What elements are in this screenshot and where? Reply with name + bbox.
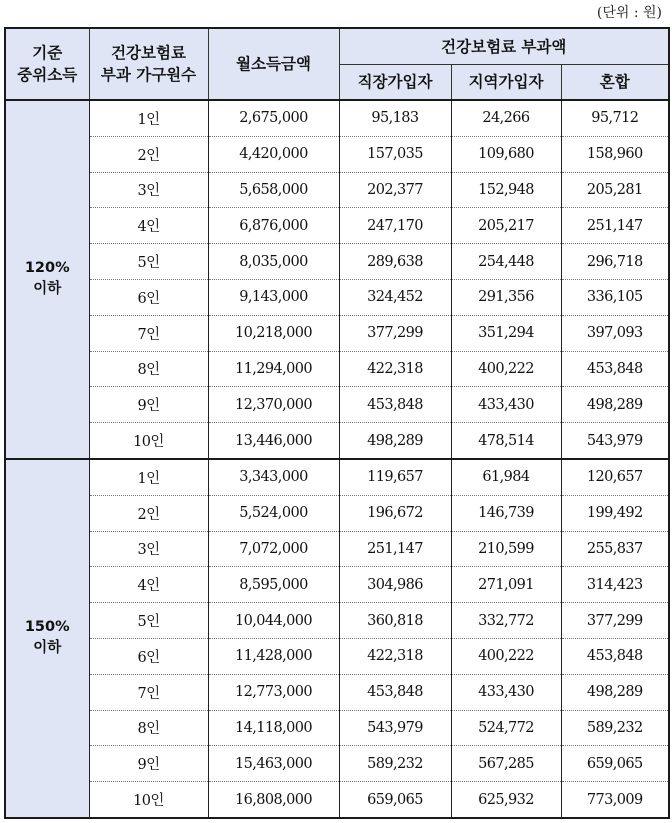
cell-employee-premium: 247,170 xyxy=(339,208,451,244)
table-row xyxy=(5,315,669,351)
cell-employee-premium: 453,848 xyxy=(339,674,451,710)
header-median-income-line2: 중위소득 xyxy=(17,66,78,84)
cell-mixed-premium: 199,492 xyxy=(561,495,669,531)
cell-regional-premium: 433,430 xyxy=(451,674,561,710)
cell-employee-premium: 453,848 xyxy=(339,387,451,423)
table-row xyxy=(5,136,669,172)
cell-monthly-income: 3,343,000 xyxy=(208,459,339,495)
cell-monthly-income: 5,658,000 xyxy=(208,172,339,208)
table-row xyxy=(5,710,669,746)
cell-regional-premium: 567,285 xyxy=(451,746,561,782)
cell-mixed-premium: 255,837 xyxy=(561,531,669,567)
cell-mixed-premium: 95,712 xyxy=(561,100,669,136)
table-row xyxy=(5,172,669,208)
cell-monthly-income: 10,218,000 xyxy=(208,315,339,351)
cell-regional-premium: 24,266 xyxy=(451,100,561,136)
cell-employee-premium: 289,638 xyxy=(339,244,451,280)
cell-monthly-income: 15,463,000 xyxy=(208,746,339,782)
cell-monthly-income: 4,420,000 xyxy=(208,136,339,172)
cell-regional-premium: 205,217 xyxy=(451,208,561,244)
cell-household-size: 7인 xyxy=(89,674,208,710)
cell-monthly-income: 12,370,000 xyxy=(208,387,339,423)
cell-household-size: 3인 xyxy=(89,172,208,208)
cell-mixed-premium: 296,718 xyxy=(561,244,669,280)
cell-monthly-income: 13,446,000 xyxy=(208,423,339,459)
header-premium-group: 건강보험료 부과액 xyxy=(339,28,669,65)
table-row xyxy=(5,603,669,639)
health-insurance-premium-table xyxy=(4,27,670,819)
cell-employee-premium: 377,299 xyxy=(339,315,451,351)
cell-mixed-premium: 336,105 xyxy=(561,279,669,315)
cell-household-size: 4인 xyxy=(89,567,208,603)
cell-regional-premium: 146,739 xyxy=(451,495,561,531)
cell-household-size: 7인 xyxy=(89,315,208,351)
table-row xyxy=(5,208,669,244)
cell-regional-premium: 400,222 xyxy=(451,351,561,387)
cell-employee-premium: 589,232 xyxy=(339,746,451,782)
cell-mixed-premium: 158,960 xyxy=(561,136,669,172)
cell-regional-premium: 152,948 xyxy=(451,172,561,208)
cell-regional-premium: 524,772 xyxy=(451,710,561,746)
table-row xyxy=(5,782,669,818)
cell-mixed-premium: 377,299 xyxy=(561,603,669,639)
cell-mixed-premium: 773,009 xyxy=(561,782,669,818)
cell-mixed-premium: 498,289 xyxy=(561,387,669,423)
cell-household-size: 10인 xyxy=(89,423,208,459)
table-row xyxy=(5,495,669,531)
cell-monthly-income: 11,428,000 xyxy=(208,638,339,674)
cell-regional-premium: 332,772 xyxy=(451,603,561,639)
cell-household-size: 8인 xyxy=(89,710,208,746)
header-household-line1: 건강보험료 xyxy=(111,44,186,62)
cell-regional-premium: 291,356 xyxy=(451,279,561,315)
cell-employee-premium: 157,035 xyxy=(339,136,451,172)
cell-median-income-group xyxy=(5,459,89,818)
cell-mixed-premium: 205,281 xyxy=(561,172,669,208)
cell-employee-premium: 422,318 xyxy=(339,351,451,387)
cell-employee-premium: 543,979 xyxy=(339,710,451,746)
cell-employee-premium: 360,818 xyxy=(339,603,451,639)
cell-household-size: 8인 xyxy=(89,351,208,387)
cell-household-size: 9인 xyxy=(89,746,208,782)
cell-mixed-premium: 543,979 xyxy=(561,423,669,459)
cell-employee-premium: 119,657 xyxy=(339,459,451,495)
header-median-income xyxy=(5,28,89,100)
group-label-percent: 150% xyxy=(24,619,70,636)
cell-monthly-income: 2,675,000 xyxy=(208,100,339,136)
group-label-percent: 120% xyxy=(24,260,70,277)
header-median-income-line1: 기준 xyxy=(32,44,63,62)
cell-monthly-income: 5,524,000 xyxy=(208,495,339,531)
cell-mixed-premium: 314,423 xyxy=(561,567,669,603)
cell-household-size: 4인 xyxy=(89,208,208,244)
table-row xyxy=(5,100,669,136)
cell-household-size: 1인 xyxy=(89,100,208,136)
cell-monthly-income: 7,072,000 xyxy=(208,531,339,567)
cell-monthly-income: 6,876,000 xyxy=(208,208,339,244)
cell-mixed-premium: 589,232 xyxy=(561,710,669,746)
cell-monthly-income: 11,294,000 xyxy=(208,351,339,387)
table-row xyxy=(5,279,669,315)
cell-monthly-income: 8,595,000 xyxy=(208,567,339,603)
table-row xyxy=(5,459,669,495)
header-monthly-income: 월소득금액 xyxy=(208,28,339,100)
table-row xyxy=(5,423,669,459)
cell-regional-premium: 109,680 xyxy=(451,136,561,172)
cell-household-size: 2인 xyxy=(89,136,208,172)
cell-monthly-income: 12,773,000 xyxy=(208,674,339,710)
header-regional-subscriber: 지역가입자 xyxy=(451,65,561,101)
table-row xyxy=(5,567,669,603)
table-header xyxy=(5,28,669,100)
group-label-suffix: 이하 xyxy=(33,281,62,298)
cell-regional-premium: 478,514 xyxy=(451,423,561,459)
cell-mixed-premium: 659,065 xyxy=(561,746,669,782)
cell-median-income-group xyxy=(5,100,89,459)
cell-monthly-income: 14,118,000 xyxy=(208,710,339,746)
cell-employee-premium: 202,377 xyxy=(339,172,451,208)
cell-mixed-premium: 251,147 xyxy=(561,208,669,244)
cell-monthly-income: 16,808,000 xyxy=(208,782,339,818)
cell-regional-premium: 254,448 xyxy=(451,244,561,280)
cell-household-size: 6인 xyxy=(89,638,208,674)
table-row xyxy=(5,746,669,782)
cell-employee-premium: 422,318 xyxy=(339,638,451,674)
cell-regional-premium: 351,294 xyxy=(451,315,561,351)
cell-employee-premium: 95,183 xyxy=(339,100,451,136)
cell-mixed-premium: 120,657 xyxy=(561,459,669,495)
cell-employee-premium: 251,147 xyxy=(339,531,451,567)
cell-employee-premium: 324,452 xyxy=(339,279,451,315)
cell-regional-premium: 400,222 xyxy=(451,638,561,674)
group-label-suffix: 이하 xyxy=(33,640,62,657)
cell-household-size: 6인 xyxy=(89,279,208,315)
cell-regional-premium: 271,091 xyxy=(451,567,561,603)
cell-household-size: 10인 xyxy=(89,782,208,818)
cell-mixed-premium: 397,093 xyxy=(561,315,669,351)
cell-mixed-premium: 453,848 xyxy=(561,351,669,387)
cell-regional-premium: 210,599 xyxy=(451,531,561,567)
header-household-size xyxy=(89,28,208,100)
table-row xyxy=(5,638,669,674)
table-row xyxy=(5,351,669,387)
cell-monthly-income: 9,143,000 xyxy=(208,279,339,315)
cell-monthly-income: 10,044,000 xyxy=(208,603,339,639)
cell-employee-premium: 659,065 xyxy=(339,782,451,818)
header-employee-subscriber: 직장가입자 xyxy=(339,65,451,101)
table-row xyxy=(5,674,669,710)
cell-household-size: 5인 xyxy=(89,244,208,280)
cell-household-size: 5인 xyxy=(89,603,208,639)
cell-mixed-premium: 498,289 xyxy=(561,674,669,710)
cell-household-size: 3인 xyxy=(89,531,208,567)
table-body xyxy=(5,100,669,818)
table-row xyxy=(5,244,669,280)
cell-household-size: 9인 xyxy=(89,387,208,423)
cell-household-size: 1인 xyxy=(89,459,208,495)
cell-monthly-income: 8,035,000 xyxy=(208,244,339,280)
cell-regional-premium: 433,430 xyxy=(451,387,561,423)
cell-employee-premium: 196,672 xyxy=(339,495,451,531)
table-row xyxy=(5,531,669,567)
header-mixed: 혼합 xyxy=(561,65,669,101)
unit-note: (단위 : 원) xyxy=(596,5,662,21)
cell-regional-premium: 61,984 xyxy=(451,459,561,495)
cell-household-size: 2인 xyxy=(89,495,208,531)
cell-mixed-premium: 453,848 xyxy=(561,638,669,674)
table-row xyxy=(5,387,669,423)
cell-employee-premium: 498,289 xyxy=(339,423,451,459)
cell-employee-premium: 304,986 xyxy=(339,567,451,603)
cell-regional-premium: 625,932 xyxy=(451,782,561,818)
header-household-line2: 부과 가구원수 xyxy=(100,66,197,84)
